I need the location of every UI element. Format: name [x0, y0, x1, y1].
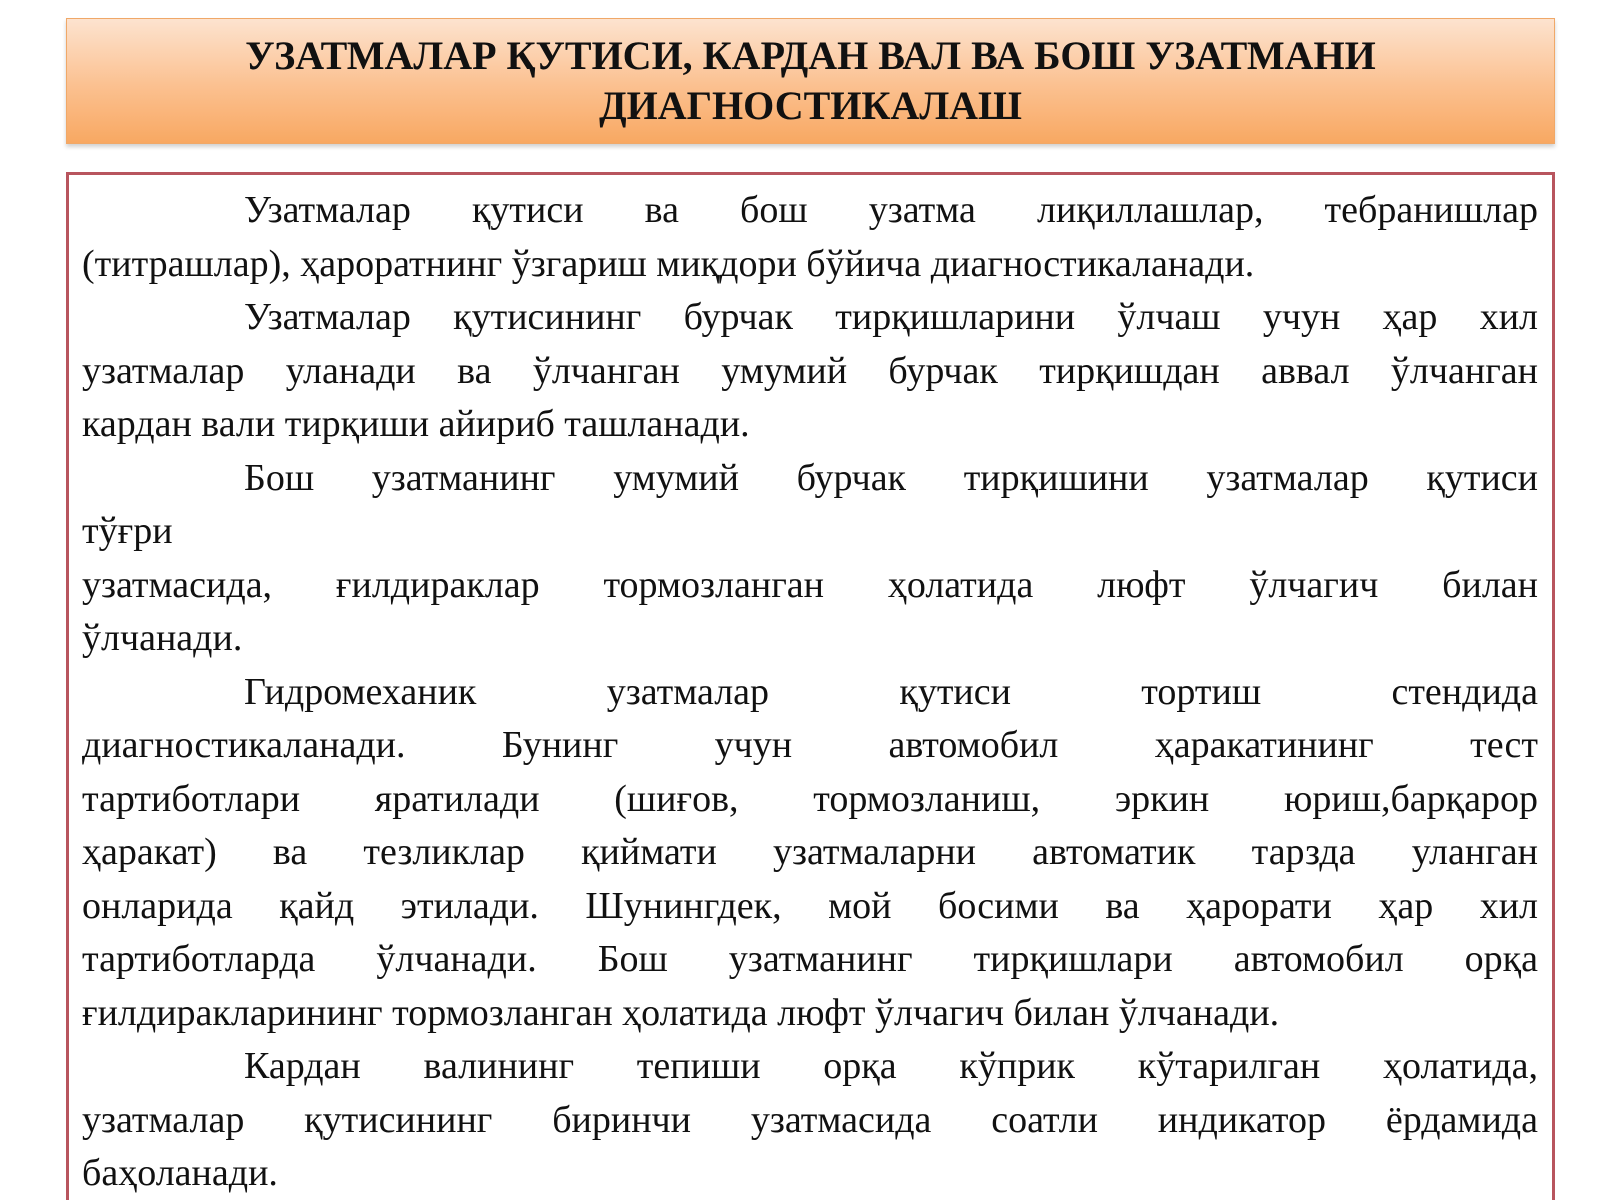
paragraph-5	[82, 1040, 1538, 1200]
body-text	[82, 184, 1538, 1200]
paragraph-line: узатмалар қутисининг биринчи узатмасида соатли индикатор ёрдамида	[82, 1098, 1538, 1141]
paragraph-1	[82, 184, 1538, 291]
paragraph-line: узатмасида, ғилдираклар тормозланган ҳолатида люфт ўлчагич билан	[82, 563, 1538, 606]
paragraph-line: узатмалар уланади ва ўлчанган умумий бурчак тирқишдан аввал ўлчанган	[82, 349, 1538, 392]
paragraph-line: кардан вали тирқиши айириб ташланади.	[82, 403, 750, 445]
paragraph-line: тўғри	[82, 510, 173, 552]
paragraph-line: баҳоланади.	[82, 1152, 278, 1194]
paragraph-line: диагностикаланади. Бунинг учун автомобил ҳаракатининг тест	[82, 724, 1538, 766]
paragraph-3	[82, 452, 1538, 666]
paragraph-line: ўлчанади.	[82, 617, 243, 659]
paragraph-line: тартиботлари яратилади (шиғов, тормозланиш, эркин юриш,барқарор	[82, 777, 1538, 820]
paragraph-line: Узатмалар қутисининг бурчак тирқишларини ўлчаш учун ҳар хил	[244, 296, 1538, 338]
slide-title-line-2: ДИАГНОСТИКАЛАШ	[599, 83, 1022, 128]
paragraph-line: Гидромеханик узатмалар қутиси тортиш стендида	[244, 670, 1538, 713]
paragraph-line: тартиботларда ўлчанади. Бош узатманинг тирқишлари автомобил орқа	[82, 938, 1538, 980]
paragraph-line: Кардан валининг тепиши орқа кўприк кўтарилган ҳолатида,	[244, 1045, 1538, 1087]
title-banner	[66, 18, 1555, 144]
paragraph-2	[82, 291, 1538, 452]
paragraph-line: ҳаракат) ва тезликлар қиймати узатмаларни автоматик тарзда уланган	[82, 831, 1538, 873]
slide-title-line-1: УЗАТМАЛАР ҚУТИСИ, КАРДАН ВАЛ ВА БОШ УЗАТМАНИ	[245, 33, 1376, 78]
paragraph-4	[82, 666, 1538, 1041]
paragraph-line: онларида қайд этилади. Шунингдек, мой босими ва ҳарорати ҳар хил	[82, 884, 1538, 927]
paragraph-line: ғилдиракларининг тормозланган ҳолатида люфт ўлчагич билан ўлчанади.	[82, 991, 1280, 1034]
paragraph-line: Узатмалар қутиси ва бош узатма лиқиллашлар, тебранишлар	[244, 189, 1538, 231]
paragraph-line: (титрашлар), ҳароратнинг ўзгариш миқдори бўйича диагностикаланади.	[82, 242, 1255, 285]
paragraph-line: Бош узатманинг умумий бурчак тирқишини узатмалар қутиси	[244, 456, 1538, 499]
